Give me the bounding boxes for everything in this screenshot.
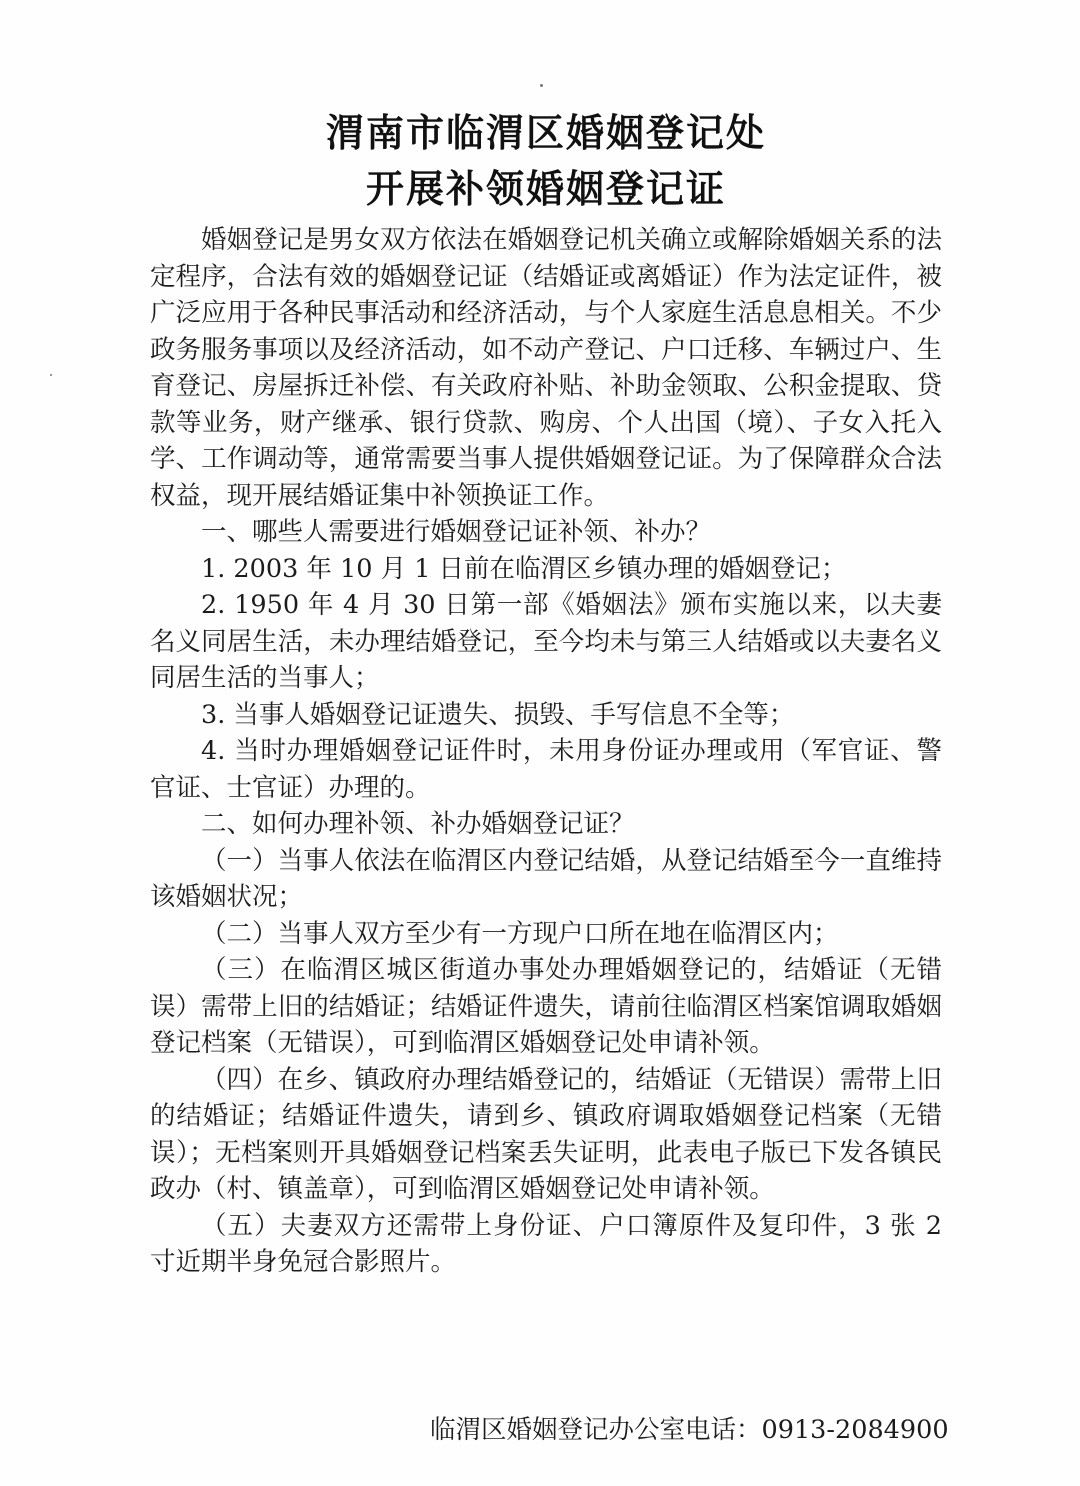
document-subtitle: 开展补领婚姻登记证: [365, 167, 726, 211]
list-item: 4. 当时办理婚姻登记证件时，未用身份证办理或用（军官证、警官证、士官证）办理的。: [150, 736, 942, 803]
list-item: 1. 2003 年 10 月 1 日前在临渭区乡镇办理的婚姻登记；: [201, 553, 847, 584]
list-item: （五）夫妻双方还需带上身份证、户口簿原件及复印件，3 张 2 寸近期半身免冠合影照片。: [150, 1210, 942, 1277]
list-item: （一）当事人依法在临渭区内登记结婚，从登记结婚至今一直维持该婚姻状况；: [150, 845, 942, 912]
list-item: 3. 当事人婚姻登记证遗失、损毁、手写信息不全等；: [201, 699, 795, 730]
intro-paragraph: 婚姻登记是男女双方依法在婚姻登记机关确立或解除婚姻关系的法定程序，合法有效的婚姻登记证（结婚证或离婚证）作为法定证件，被广泛应用于各种民事活动和经济活动，与个人家庭生活息息相关。不少政务服务事项以及经济活动，如不动产登记、户口迁移、车辆过户、生育登记、房屋拆迁补偿、有关政府补贴、补助金领取、公积金提取、贷款等业务，财产继承、银行贷款、购房、个人出国（境）、子女入托入学、工作调动等，通常需要当事人提供婚姻登记证。为了保障群众合法权益，现开展结婚证集中补领换证工作。: [150, 225, 942, 511]
list-item: （二）当事人双方至少有一方现户口所在地在临渭区内；: [201, 918, 839, 949]
contact-phone: 临渭区婚姻登记办公室电话：0913-2084900: [430, 1415, 949, 1445]
list-item: 2. 1950 年 4 月 30 日第一部《婚姻法》颁布实施以来，以夫妻名义同居生活，未办理结婚登记，至今均未与第三人结婚或以夫妻名义同居生活的当事人；: [150, 590, 942, 693]
list-item: （四）在乡、镇政府办理结婚登记的，结婚证（无错误）需带上旧的结婚证；结婚证件遗失，请到乡、镇政府调取婚姻登记档案（无错误）；无档案则开具婚姻登记档案丢失证明，此表电子版已下发各镇民政办（村、镇盖章），可到临渭区婚姻登记处申请补领。: [150, 1064, 942, 1204]
scan-speck: [50, 374, 52, 376]
section-heading-1: 一、哪些人需要进行婚姻登记证补领、补办？: [201, 517, 712, 547]
document-title: 渭南市临渭区婚姻登记处: [325, 111, 766, 155]
section-heading-2: 二、如何办理补领、补办婚姻登记证？: [201, 809, 635, 839]
document-body: [150, 222, 942, 1281]
scan-speck: [540, 84, 543, 87]
list-item: （三）在临渭区城区街道办事处办理婚姻登记的，结婚证（无错误）需带上旧的结婚证；结婚证件遗失，请前往临渭区档案馆调取婚姻登记档案（无错误），可到临渭区婚姻登记处申请补领。: [150, 955, 942, 1058]
